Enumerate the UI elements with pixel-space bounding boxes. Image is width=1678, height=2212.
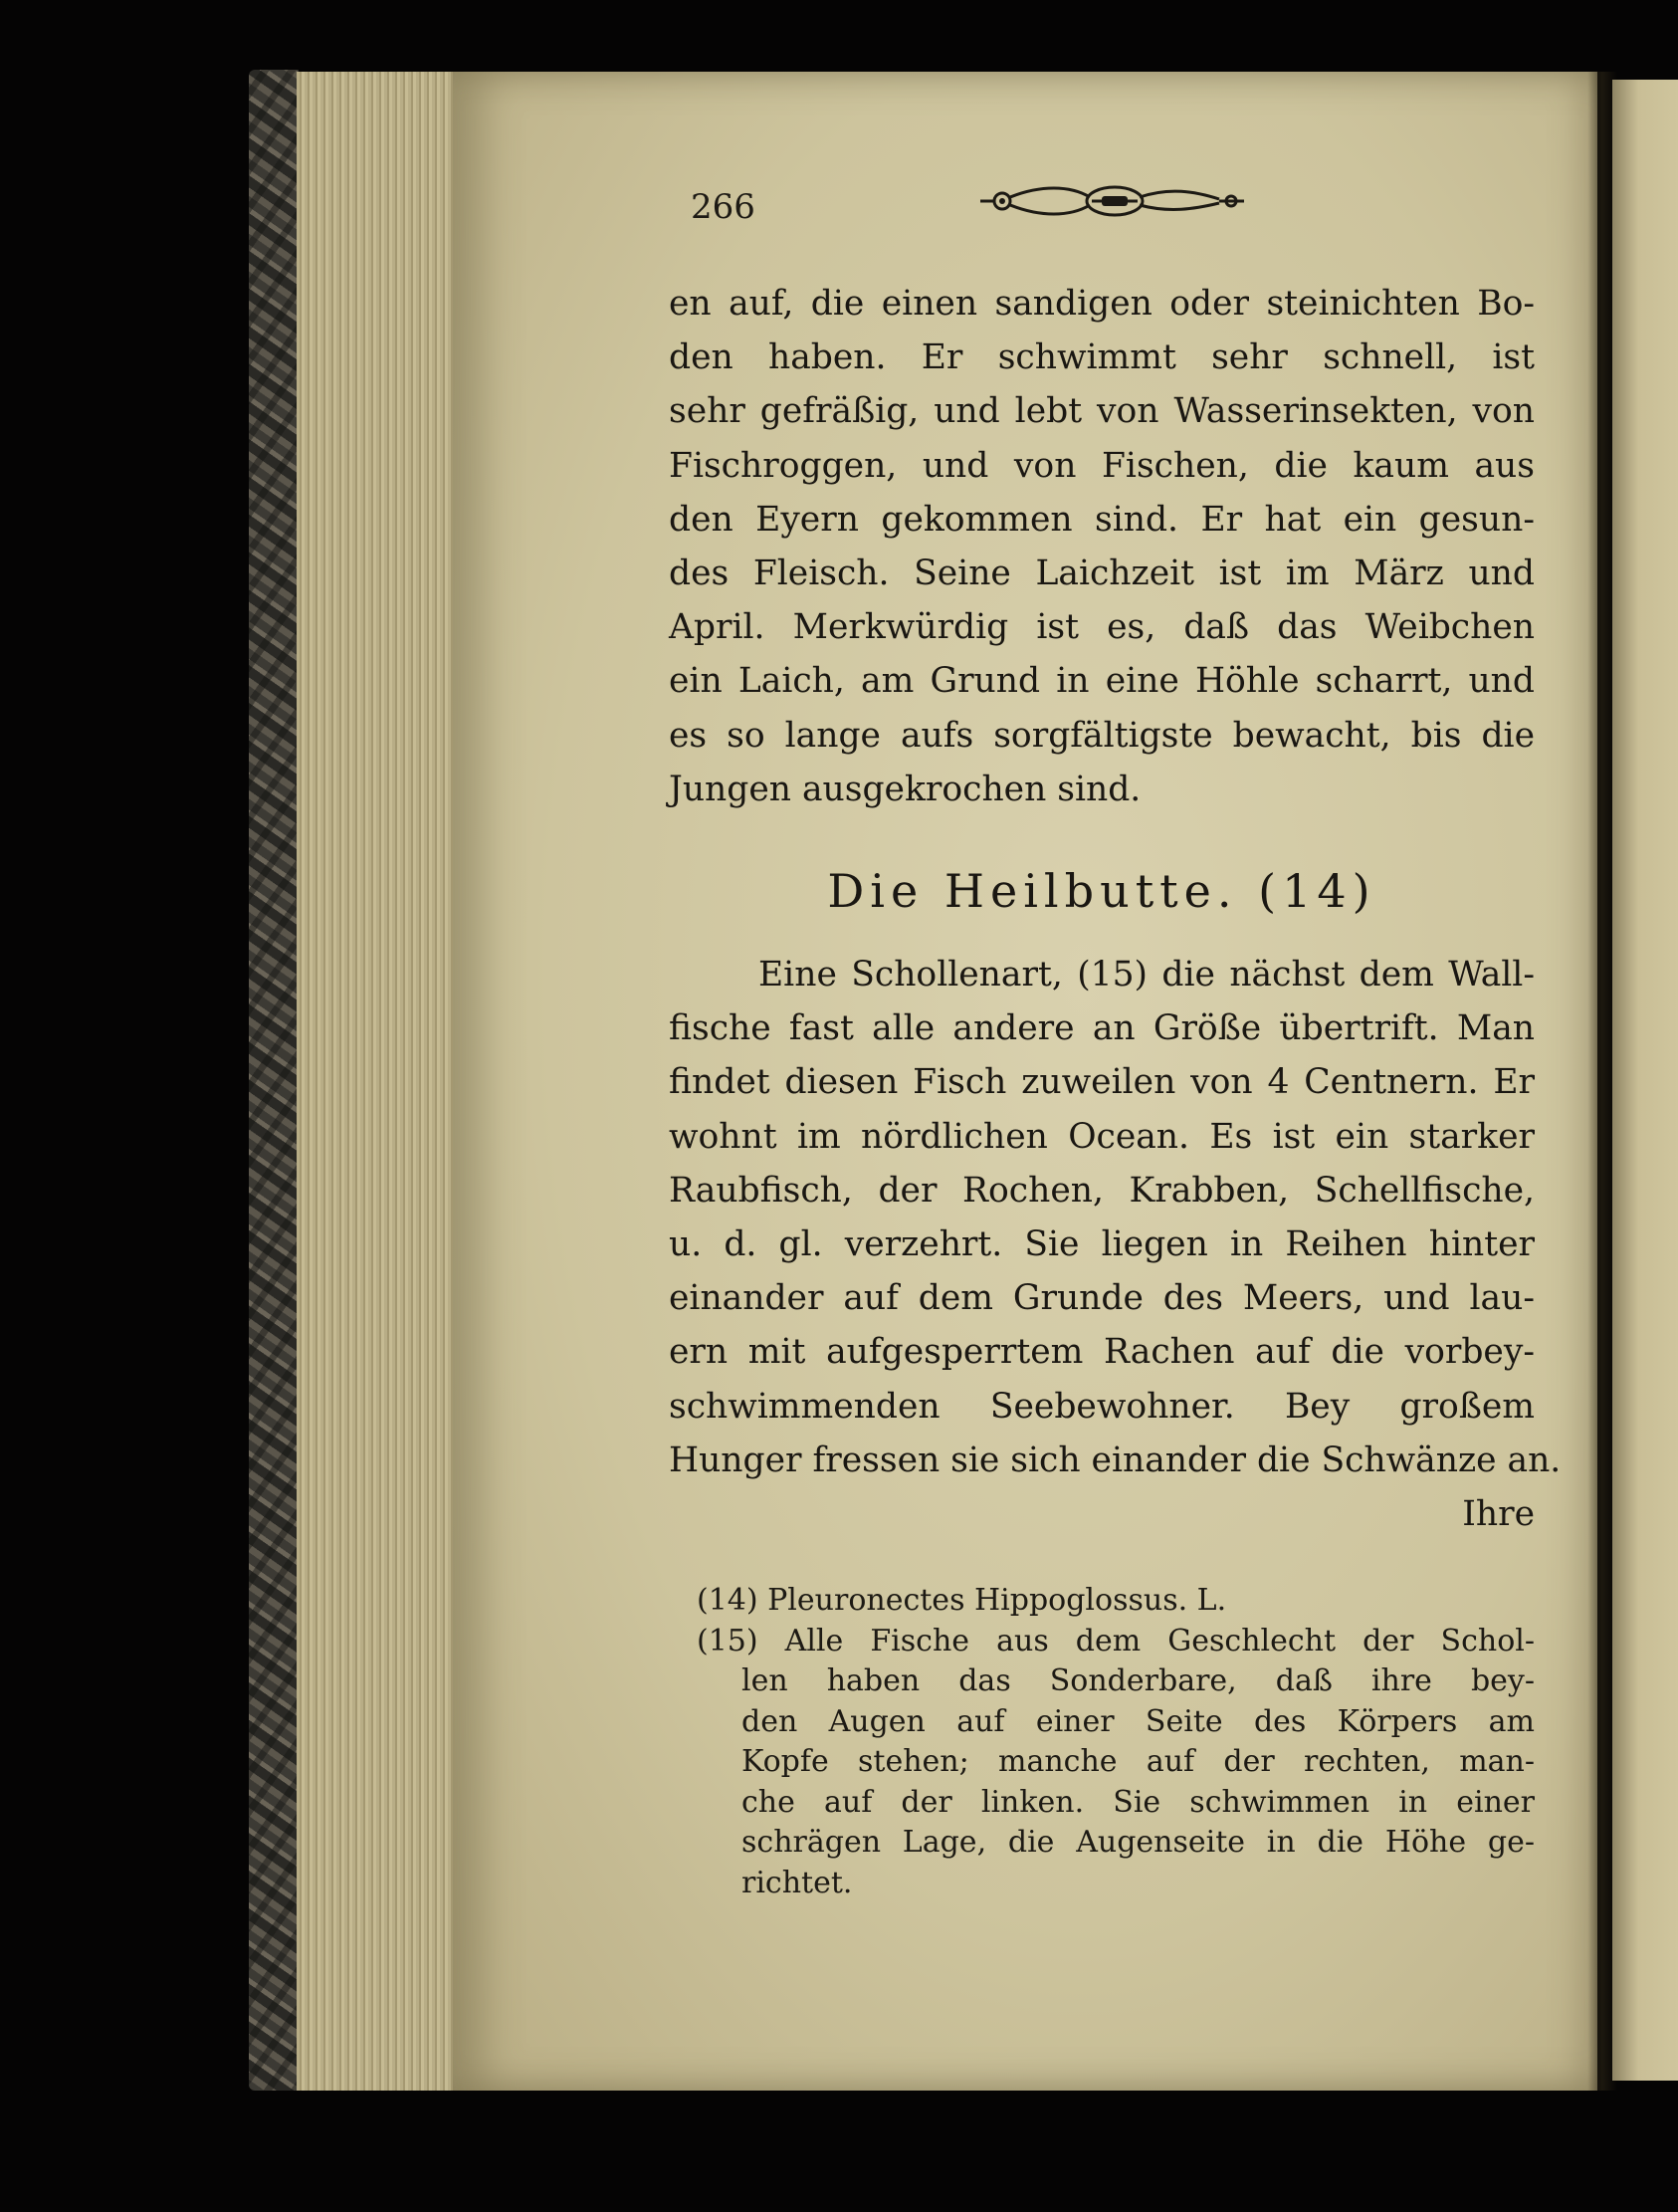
- text-line: en auf, die einen sandigen oder steinichten Bo-: [669, 284, 1535, 324]
- footnotes: [697, 1581, 1535, 1903]
- text-line: des Fleisch. Seine Laichzeit ist im März und: [669, 553, 1535, 594]
- body-text-top: [669, 277, 1535, 816]
- footnote-line: (14) Pleuronectes Hippoglossus. L.: [697, 1583, 1227, 1618]
- footnote-line: Kopfe stehen; manche auf der rechten, man-: [741, 1744, 1535, 1779]
- footnote-line: che auf der linken. Sie schwimmen in einer: [741, 1784, 1535, 1820]
- text-line: Jungen ausgekrochen sind.: [669, 769, 1142, 809]
- text-line: Raubfisch, der Rochen, Krabben, Schellfische,: [669, 1170, 1535, 1211]
- text-line: findet diesen Fisch zuweilen von 4 Centnern. Er: [669, 1062, 1535, 1103]
- text-line: fische fast alle andere an Größe übertrift. Man: [669, 1008, 1535, 1049]
- text-line: einander auf dem Grunde des Meers, und lau-: [669, 1278, 1535, 1319]
- ornament-icon: [980, 177, 1249, 227]
- footnote-line: (15) Alle Fische aus dem Geschlecht der Schol-: [697, 1623, 1535, 1659]
- page-number: 266: [691, 187, 755, 227]
- text-line: Fischroggen, und von Fischen, die kaum aus: [669, 445, 1535, 486]
- text-line: u. d. gl. verzehrt. Sie liegen in Reihen hinter: [669, 1224, 1535, 1265]
- text-line: Hunger fressen sie sich einander die Schwänze an.: [669, 1439, 1562, 1480]
- text-line: den haben. Er schwimmt sehr schnell, ist: [669, 337, 1535, 378]
- text-line: sehr gefräßig, und lebt von Wasserinsekten, von: [669, 391, 1535, 432]
- footnote-line: richtet.: [741, 1865, 853, 1900]
- marbled-book-cover: [249, 70, 299, 2091]
- body-text-bottom: [669, 948, 1562, 1541]
- catchword: Ihre: [1462, 1494, 1535, 1535]
- facing-page: [1612, 80, 1678, 2081]
- text-line: ein Laich, am Grund in eine Höhle scharrt, und: [669, 661, 1535, 702]
- footnote-line: schrägen Lage, die Augenseite in die Höhe ge-: [741, 1825, 1535, 1860]
- text-line: ern mit aufgesperrtem Rachen auf die vorbey-: [669, 1332, 1535, 1373]
- section-heading: Die Heilbutte. (14): [827, 864, 1376, 918]
- footnote-line: den Augen auf einer Seite des Körpers am: [741, 1703, 1535, 1739]
- text-line: April. Merkwürdig ist es, daß das Weibchen: [669, 607, 1535, 648]
- text-line: es so lange aufs sorgfältigste bewacht, bis die: [669, 715, 1535, 756]
- text-line: Eine Schollenart, (15) die nächst dem Wall-: [758, 955, 1535, 995]
- footnote-line: len haben das Sonderbare, daß ihre bey-: [741, 1663, 1535, 1698]
- text-line: schwimmenden Seebewohner. Bey großem: [669, 1386, 1535, 1427]
- text-line: den Eyern gekommen sind. Er hat ein gesun-: [669, 499, 1535, 540]
- text-line: wohnt im nördlichen Ocean. Es ist ein starker: [669, 1116, 1535, 1157]
- page-edges: [297, 72, 456, 2091]
